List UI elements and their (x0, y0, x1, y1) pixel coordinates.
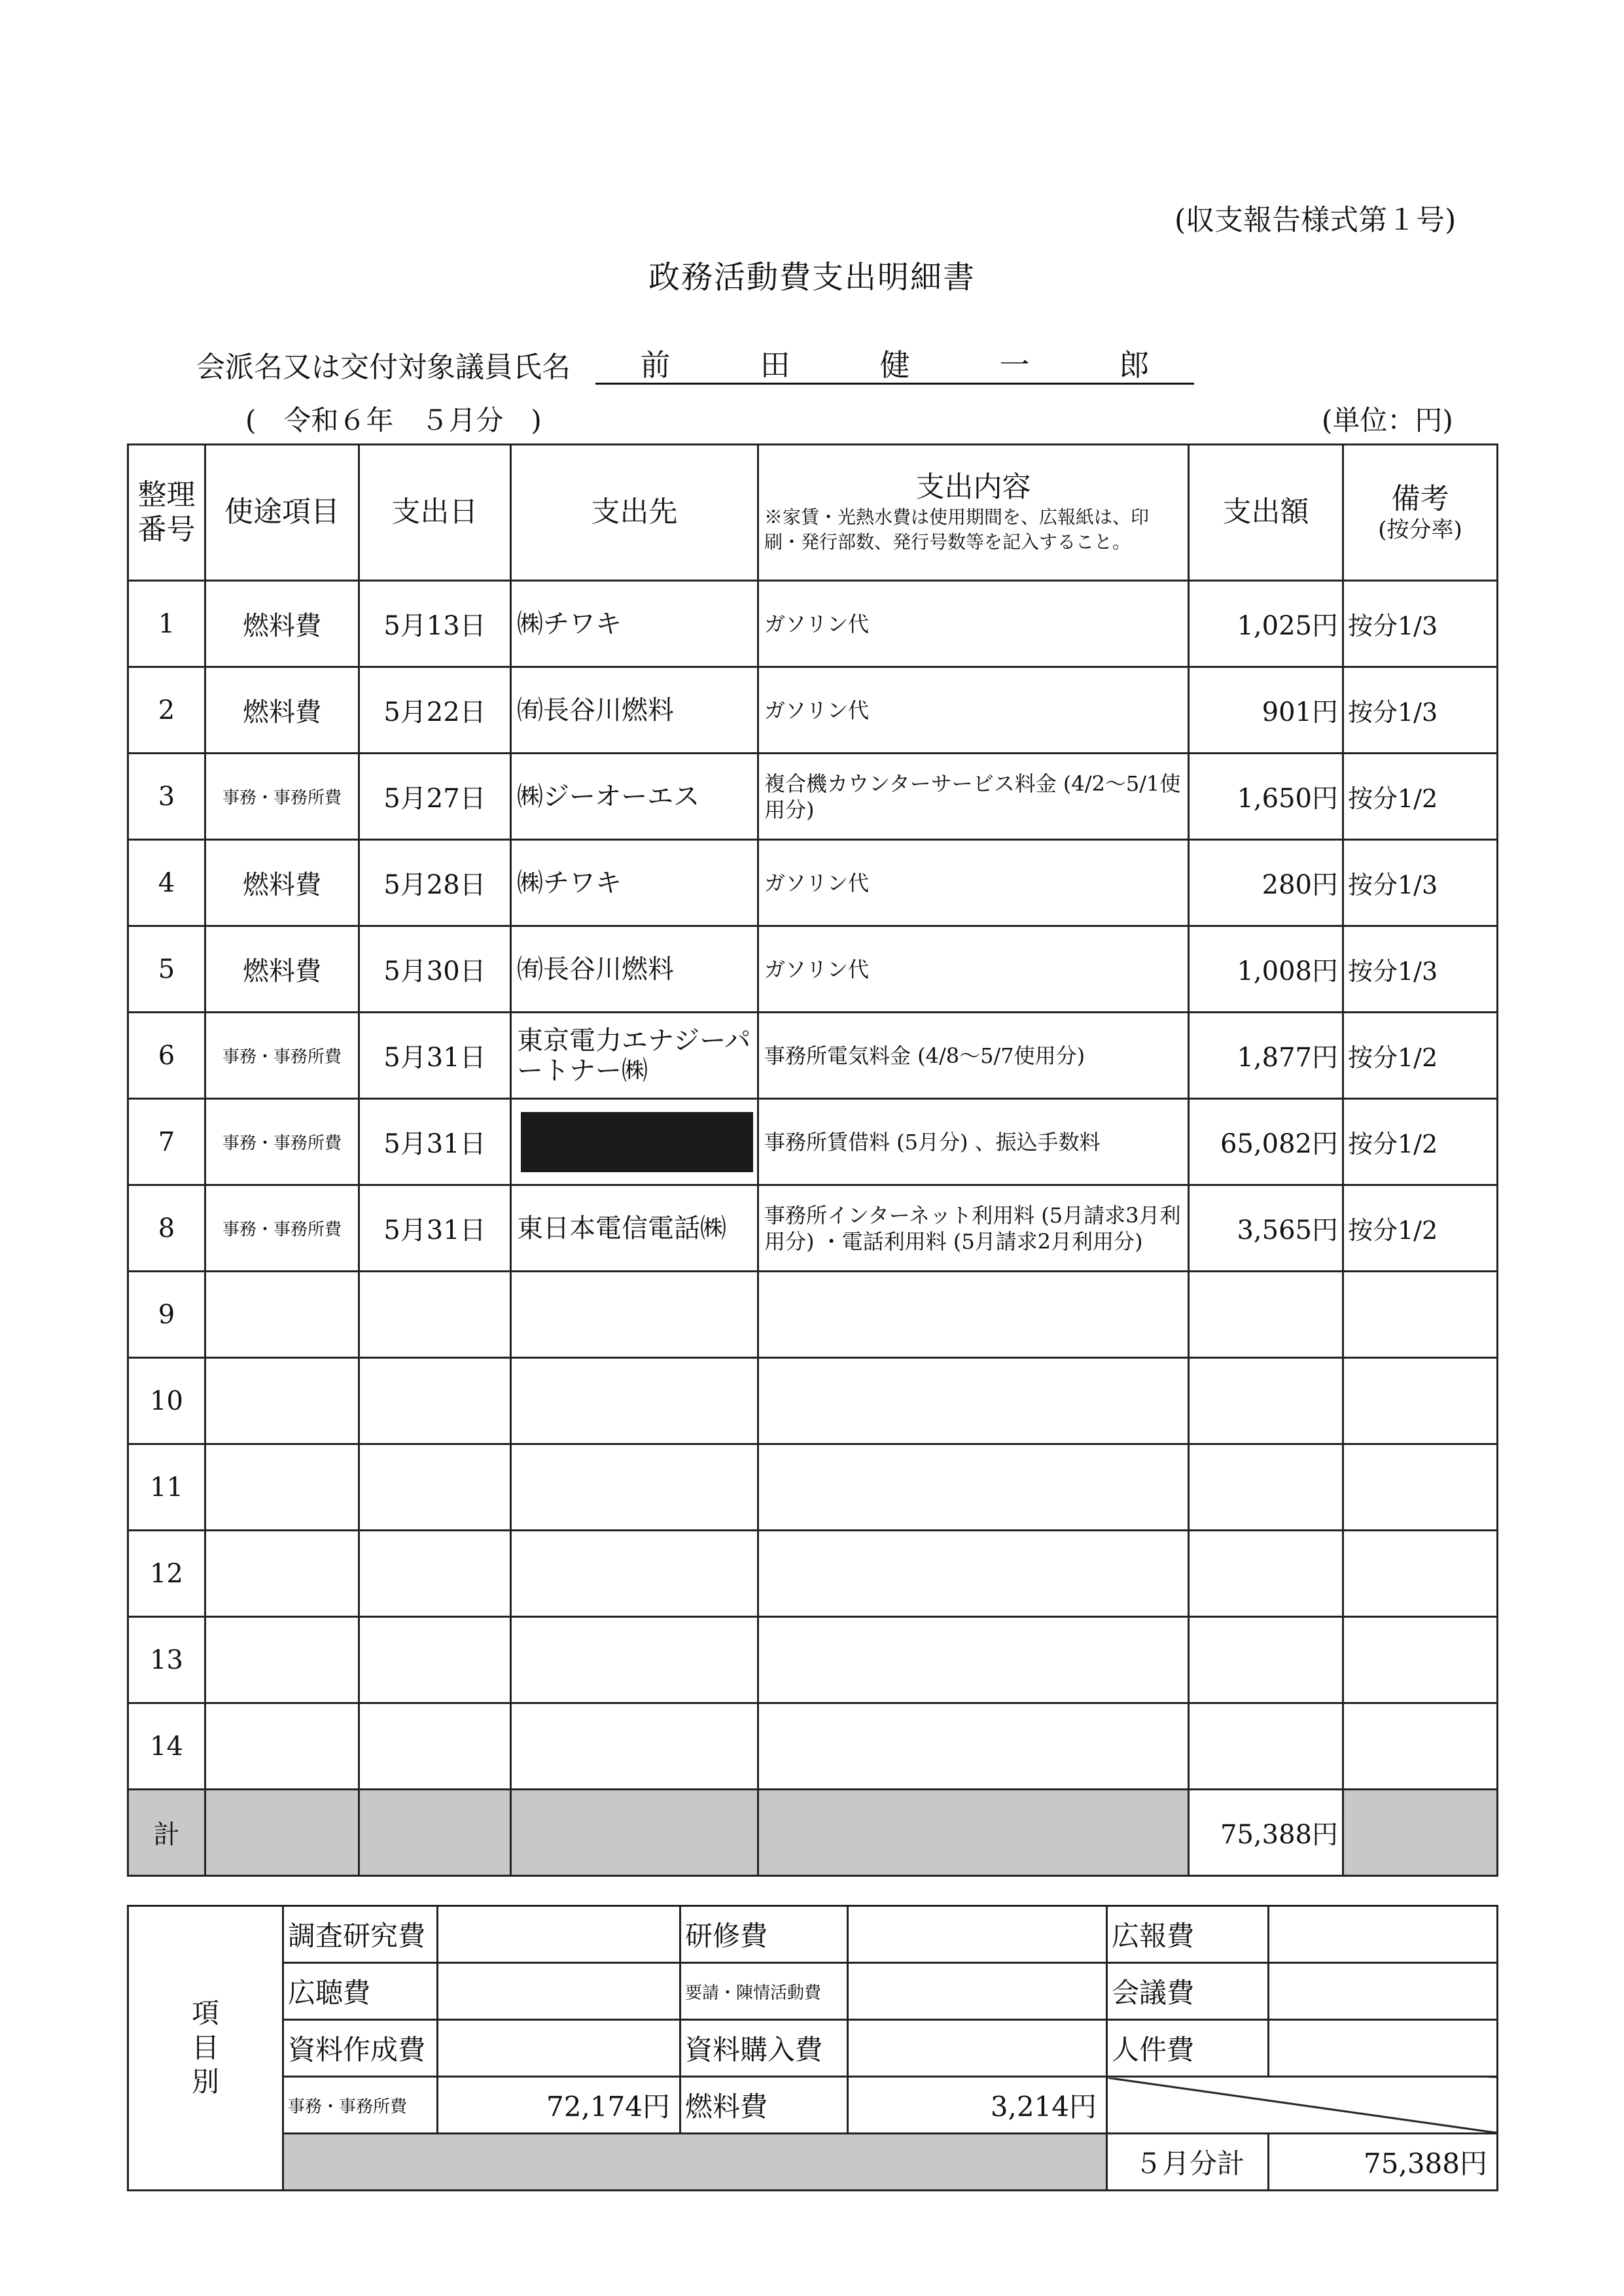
header-amount: 支出額 (1189, 445, 1343, 581)
summary-label: 要請・陳情活動費 (680, 1963, 848, 2020)
summary-label: 事務・事務所費 (283, 2077, 438, 2134)
row-number: 5 (128, 926, 205, 1013)
row-remarks (1343, 1444, 1498, 1531)
summary-label: 調査研究費 (283, 1906, 438, 1963)
summary-label: 人件費 (1107, 2020, 1269, 2077)
row-remarks (1343, 1703, 1498, 1790)
row-category (205, 1531, 359, 1617)
summary-value (1269, 2020, 1498, 2077)
header-remarks (1343, 445, 1498, 581)
month-total-value: 75,388円 (1269, 2134, 1498, 2191)
table-row (128, 1444, 1498, 1531)
row-amount (1189, 1531, 1343, 1617)
row-payee: 東日本電信電話㈱ (511, 1185, 758, 1272)
row-number: 4 (128, 840, 205, 926)
row-remarks: 按分1/2 (1343, 1013, 1498, 1099)
row-category (205, 1444, 359, 1531)
row-remarks: 按分1/3 (1343, 926, 1498, 1013)
summary-total-row (128, 2134, 1498, 2191)
row-payee (511, 1444, 758, 1531)
row-content: 事務所賃借料 (5月分) 、振込手数料 (758, 1099, 1189, 1185)
row-category (205, 1617, 359, 1703)
table-row (128, 667, 1498, 754)
row-payee: 東京電力エナジーパートナー㈱ (511, 1013, 758, 1099)
row-date (359, 1531, 511, 1617)
summary-value (1269, 1963, 1498, 2020)
row-number: 9 (128, 1272, 205, 1358)
summary-empty-diagonal (1107, 2077, 1498, 2134)
total-row (128, 1790, 1498, 1876)
row-remarks (1343, 1272, 1498, 1358)
row-date (359, 1703, 511, 1790)
redacted-payee-block (521, 1112, 753, 1172)
summary-value (438, 1963, 680, 2020)
summary-label: 会議費 (1107, 1963, 1269, 2020)
table-row (128, 754, 1498, 840)
summary-row (128, 2020, 1498, 2077)
row-date (359, 1444, 511, 1531)
group-label: 会派名又は交付対象議員氏名 (196, 351, 571, 384)
row-number: 7 (128, 1099, 205, 1185)
table-row (128, 1013, 1498, 1099)
row-payee: ㈱チワキ (511, 581, 758, 667)
row-remarks (1343, 1531, 1498, 1617)
row-date: 5月27日 (359, 754, 511, 840)
row-content (758, 1358, 1189, 1444)
summary-row (128, 1963, 1498, 2020)
row-date: 5月31日 (359, 1185, 511, 1272)
header-content-label: 支出内容 (915, 470, 1031, 504)
row-payee (511, 1531, 758, 1617)
table-row (128, 926, 1498, 1013)
row-remarks: 按分1/2 (1343, 1185, 1498, 1272)
row-remarks: 按分1/3 (1343, 581, 1498, 667)
total-gray-cell (359, 1790, 511, 1876)
row-content (758, 1531, 1189, 1617)
table-row (128, 840, 1498, 926)
header-remarks-sub: (按分率) (1378, 516, 1462, 543)
header-number: 整理 番号 (128, 445, 205, 581)
summary-label: 研修費 (680, 1906, 848, 1963)
total-gray-cell (758, 1790, 1189, 1876)
row-remarks (1343, 1617, 1498, 1703)
name-char: 前 (640, 347, 671, 383)
row-date: 5月13日 (359, 581, 511, 667)
header-category: 使途項目 (205, 445, 359, 581)
row-content (758, 1444, 1189, 1531)
total-label: 計 (128, 1790, 205, 1876)
row-number: 2 (128, 667, 205, 754)
table-row (128, 581, 1498, 667)
row-content (758, 1272, 1189, 1358)
row-number: 8 (128, 1185, 205, 1272)
row-date: 5月31日 (359, 1013, 511, 1099)
row-category: 燃料費 (205, 667, 359, 754)
row-number: 1 (128, 581, 205, 667)
name-char: 郎 (1119, 347, 1150, 383)
row-category: 事務・事務所費 (205, 754, 359, 840)
name-char: 健 (879, 347, 910, 383)
row-date (359, 1358, 511, 1444)
row-category: 燃料費 (205, 840, 359, 926)
row-amount: 3,565円 (1189, 1185, 1343, 1272)
row-payee (511, 1099, 758, 1185)
row-payee: ㈲長谷川燃料 (511, 667, 758, 754)
summary-value (848, 2020, 1107, 2077)
summary-value: 3,214円 (848, 2077, 1107, 2134)
name-char: 田 (760, 347, 790, 383)
row-content: 複合機カウンターサービス料金 (4/2～5/1使用分) (758, 754, 1189, 840)
expense-table (127, 444, 1498, 1877)
row-amount (1189, 1272, 1343, 1358)
total-gray-cell (205, 1790, 359, 1876)
row-category: 燃料費 (205, 581, 359, 667)
row-number: 12 (128, 1531, 205, 1617)
row-category: 燃料費 (205, 926, 359, 1013)
row-content: ガソリン代 (758, 926, 1189, 1013)
report-month: ( 令和６年 ５月分 ) (245, 404, 542, 436)
row-amount (1189, 1703, 1343, 1790)
row-amount: 1,025円 (1189, 581, 1343, 667)
row-date (359, 1617, 511, 1703)
table-row (128, 1358, 1498, 1444)
table-header (128, 445, 1498, 581)
form-number: (収支報告様式第１号) (1174, 203, 1456, 237)
row-content: ガソリン代 (758, 581, 1189, 667)
row-amount: 1,650円 (1189, 754, 1343, 840)
row-remarks: 按分1/2 (1343, 754, 1498, 840)
row-content: 事務所インターネット利用料 (5月請求3月利用分) ・電話利用料 (5月請求2月利用分) (758, 1185, 1189, 1272)
row-amount: 65,082円 (1189, 1099, 1343, 1185)
row-amount (1189, 1358, 1343, 1444)
row-category (205, 1272, 359, 1358)
table-row (128, 1272, 1498, 1358)
row-amount: 901円 (1189, 667, 1343, 754)
row-amount (1189, 1444, 1343, 1531)
row-date: 5月31日 (359, 1099, 511, 1185)
row-content (758, 1703, 1189, 1790)
row-amount (1189, 1617, 1343, 1703)
row-content: ガソリン代 (758, 840, 1189, 926)
unit-label: (単位：円) (1322, 404, 1453, 436)
header-payee: 支出先 (511, 445, 758, 581)
member-name (595, 343, 1194, 385)
row-category (205, 1703, 359, 1790)
header-date: 支出日 (359, 445, 511, 581)
row-category: 事務・事務所費 (205, 1185, 359, 1272)
summary-value (1269, 1906, 1498, 1963)
row-date: 5月22日 (359, 667, 511, 754)
row-remarks: 按分1/2 (1343, 1099, 1498, 1185)
row-number: 13 (128, 1617, 205, 1703)
category-summary-table (127, 1905, 1498, 2191)
summary-label: 燃料費 (680, 2077, 848, 2134)
row-payee: ㈱ジーオーエス (511, 754, 758, 840)
month-total-label: ５月分計 (1107, 2134, 1269, 2191)
row-number: 6 (128, 1013, 205, 1099)
row-payee (511, 1272, 758, 1358)
row-content: 事務所電気料金 (4/8～5/7使用分) (758, 1013, 1189, 1099)
name-char: 一 (999, 347, 1030, 383)
row-payee: ㈱チワキ (511, 840, 758, 926)
summary-row (128, 2077, 1498, 2134)
summary-gray-fill (283, 2134, 1107, 2191)
row-category: 事務・事務所費 (205, 1013, 359, 1099)
summary-label: 資料作成費 (283, 2020, 438, 2077)
total-gray-cell (511, 1790, 758, 1876)
row-amount: 1,008円 (1189, 926, 1343, 1013)
total-gray-cell (1343, 1790, 1498, 1876)
summary-value (438, 1906, 680, 1963)
row-amount: 280円 (1189, 840, 1343, 926)
row-payee (511, 1358, 758, 1444)
row-content (758, 1617, 1189, 1703)
row-number: 10 (128, 1358, 205, 1444)
summary-side-label: 項 目 別 (128, 1906, 283, 2191)
header-remarks-label: 備考 (1391, 481, 1449, 515)
row-date (359, 1272, 511, 1358)
row-content: ガソリン代 (758, 667, 1189, 754)
total-amount: 75,388円 (1189, 1790, 1343, 1876)
document-title: 政務活動費支出明細書 (648, 259, 976, 296)
row-amount: 1,877円 (1189, 1013, 1343, 1099)
row-payee: ㈲長谷川燃料 (511, 926, 758, 1013)
summary-value: 72,174円 (438, 2077, 680, 2134)
row-category: 事務・事務所費 (205, 1099, 359, 1185)
summary-row (128, 1906, 1498, 1963)
summary-label: 広報費 (1107, 1906, 1269, 1963)
row-remarks: 按分1/3 (1343, 667, 1498, 754)
table-row (128, 1531, 1498, 1617)
table-row (128, 1617, 1498, 1703)
summary-value (848, 1906, 1107, 1963)
row-number: 14 (128, 1703, 205, 1790)
row-remarks: 按分1/3 (1343, 840, 1498, 926)
header-content (758, 445, 1189, 581)
row-date: 5月28日 (359, 840, 511, 926)
summary-label: 広聴費 (283, 1963, 438, 2020)
summary-value (848, 1963, 1107, 2020)
row-date: 5月30日 (359, 926, 511, 1013)
summary-value (438, 2020, 680, 2077)
table-row (128, 1703, 1498, 1790)
row-payee (511, 1617, 758, 1703)
row-number: 3 (128, 754, 205, 840)
row-payee (511, 1703, 758, 1790)
table-row (128, 1185, 1498, 1272)
row-number: 11 (128, 1444, 205, 1531)
row-remarks (1343, 1358, 1498, 1444)
summary-label: 資料購入費 (680, 2020, 848, 2077)
row-category (205, 1358, 359, 1444)
table-row (128, 1099, 1498, 1185)
header-content-note: ※家賃・光熱水費は使用期間を、広報紙は、印刷・発行部数、発行号数等を記入すること。 (764, 506, 1150, 553)
